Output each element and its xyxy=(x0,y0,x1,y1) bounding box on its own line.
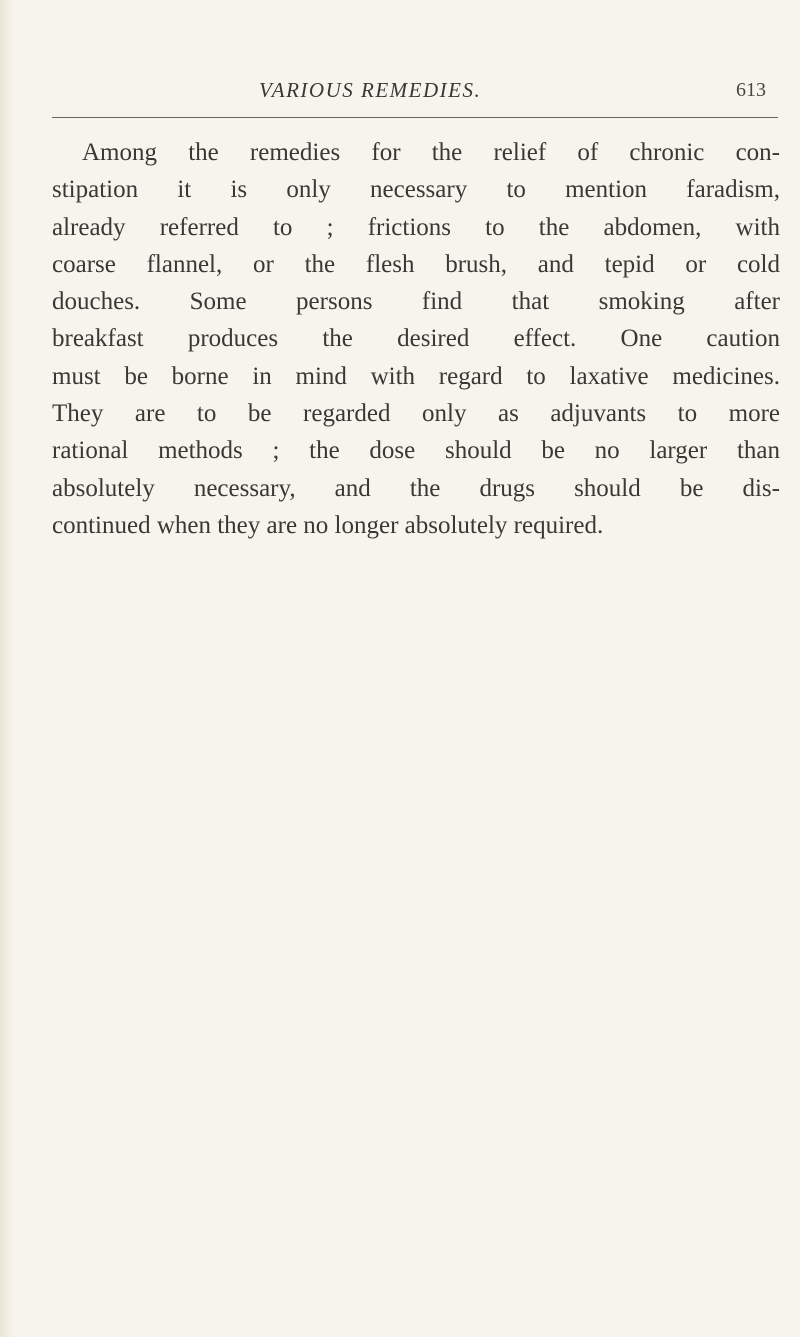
paragraph-line: coarse flannel, or the flesh brush, and tepid or cold xyxy=(52,250,780,278)
header-rule xyxy=(52,117,778,118)
paragraph-line: must be borne in mind with regard to laxative medicines. xyxy=(52,362,780,390)
paragraph-line: continued when they are no longer absolutely required. xyxy=(52,511,604,539)
paragraph-line: Among the remedies for the relief of chronic con- xyxy=(82,139,780,166)
paragraph-line: breakfast produces the desired effect. One caution xyxy=(52,325,780,353)
page-gutter-shadow xyxy=(0,0,14,1337)
page-number: 613 xyxy=(736,79,766,101)
paragraph-line: rational methods ; the dose should be no larger than xyxy=(52,437,780,465)
running-title: VARIOUS REMEDIES. xyxy=(259,78,482,102)
paragraph-line: stipation it is only necessary to mention faradism, xyxy=(52,176,780,204)
paragraph-line: already referred to ; frictions to the abdomen, with xyxy=(52,213,780,241)
paragraph-line: douches. Some persons find that smoking after xyxy=(52,288,780,316)
running-head xyxy=(0,78,800,108)
paragraph-line: They are to be regarded only as adjuvants to more xyxy=(52,400,780,428)
paragraph xyxy=(52,134,780,544)
paragraph-line: absolutely necessary, and the drugs should be dis- xyxy=(52,474,780,502)
